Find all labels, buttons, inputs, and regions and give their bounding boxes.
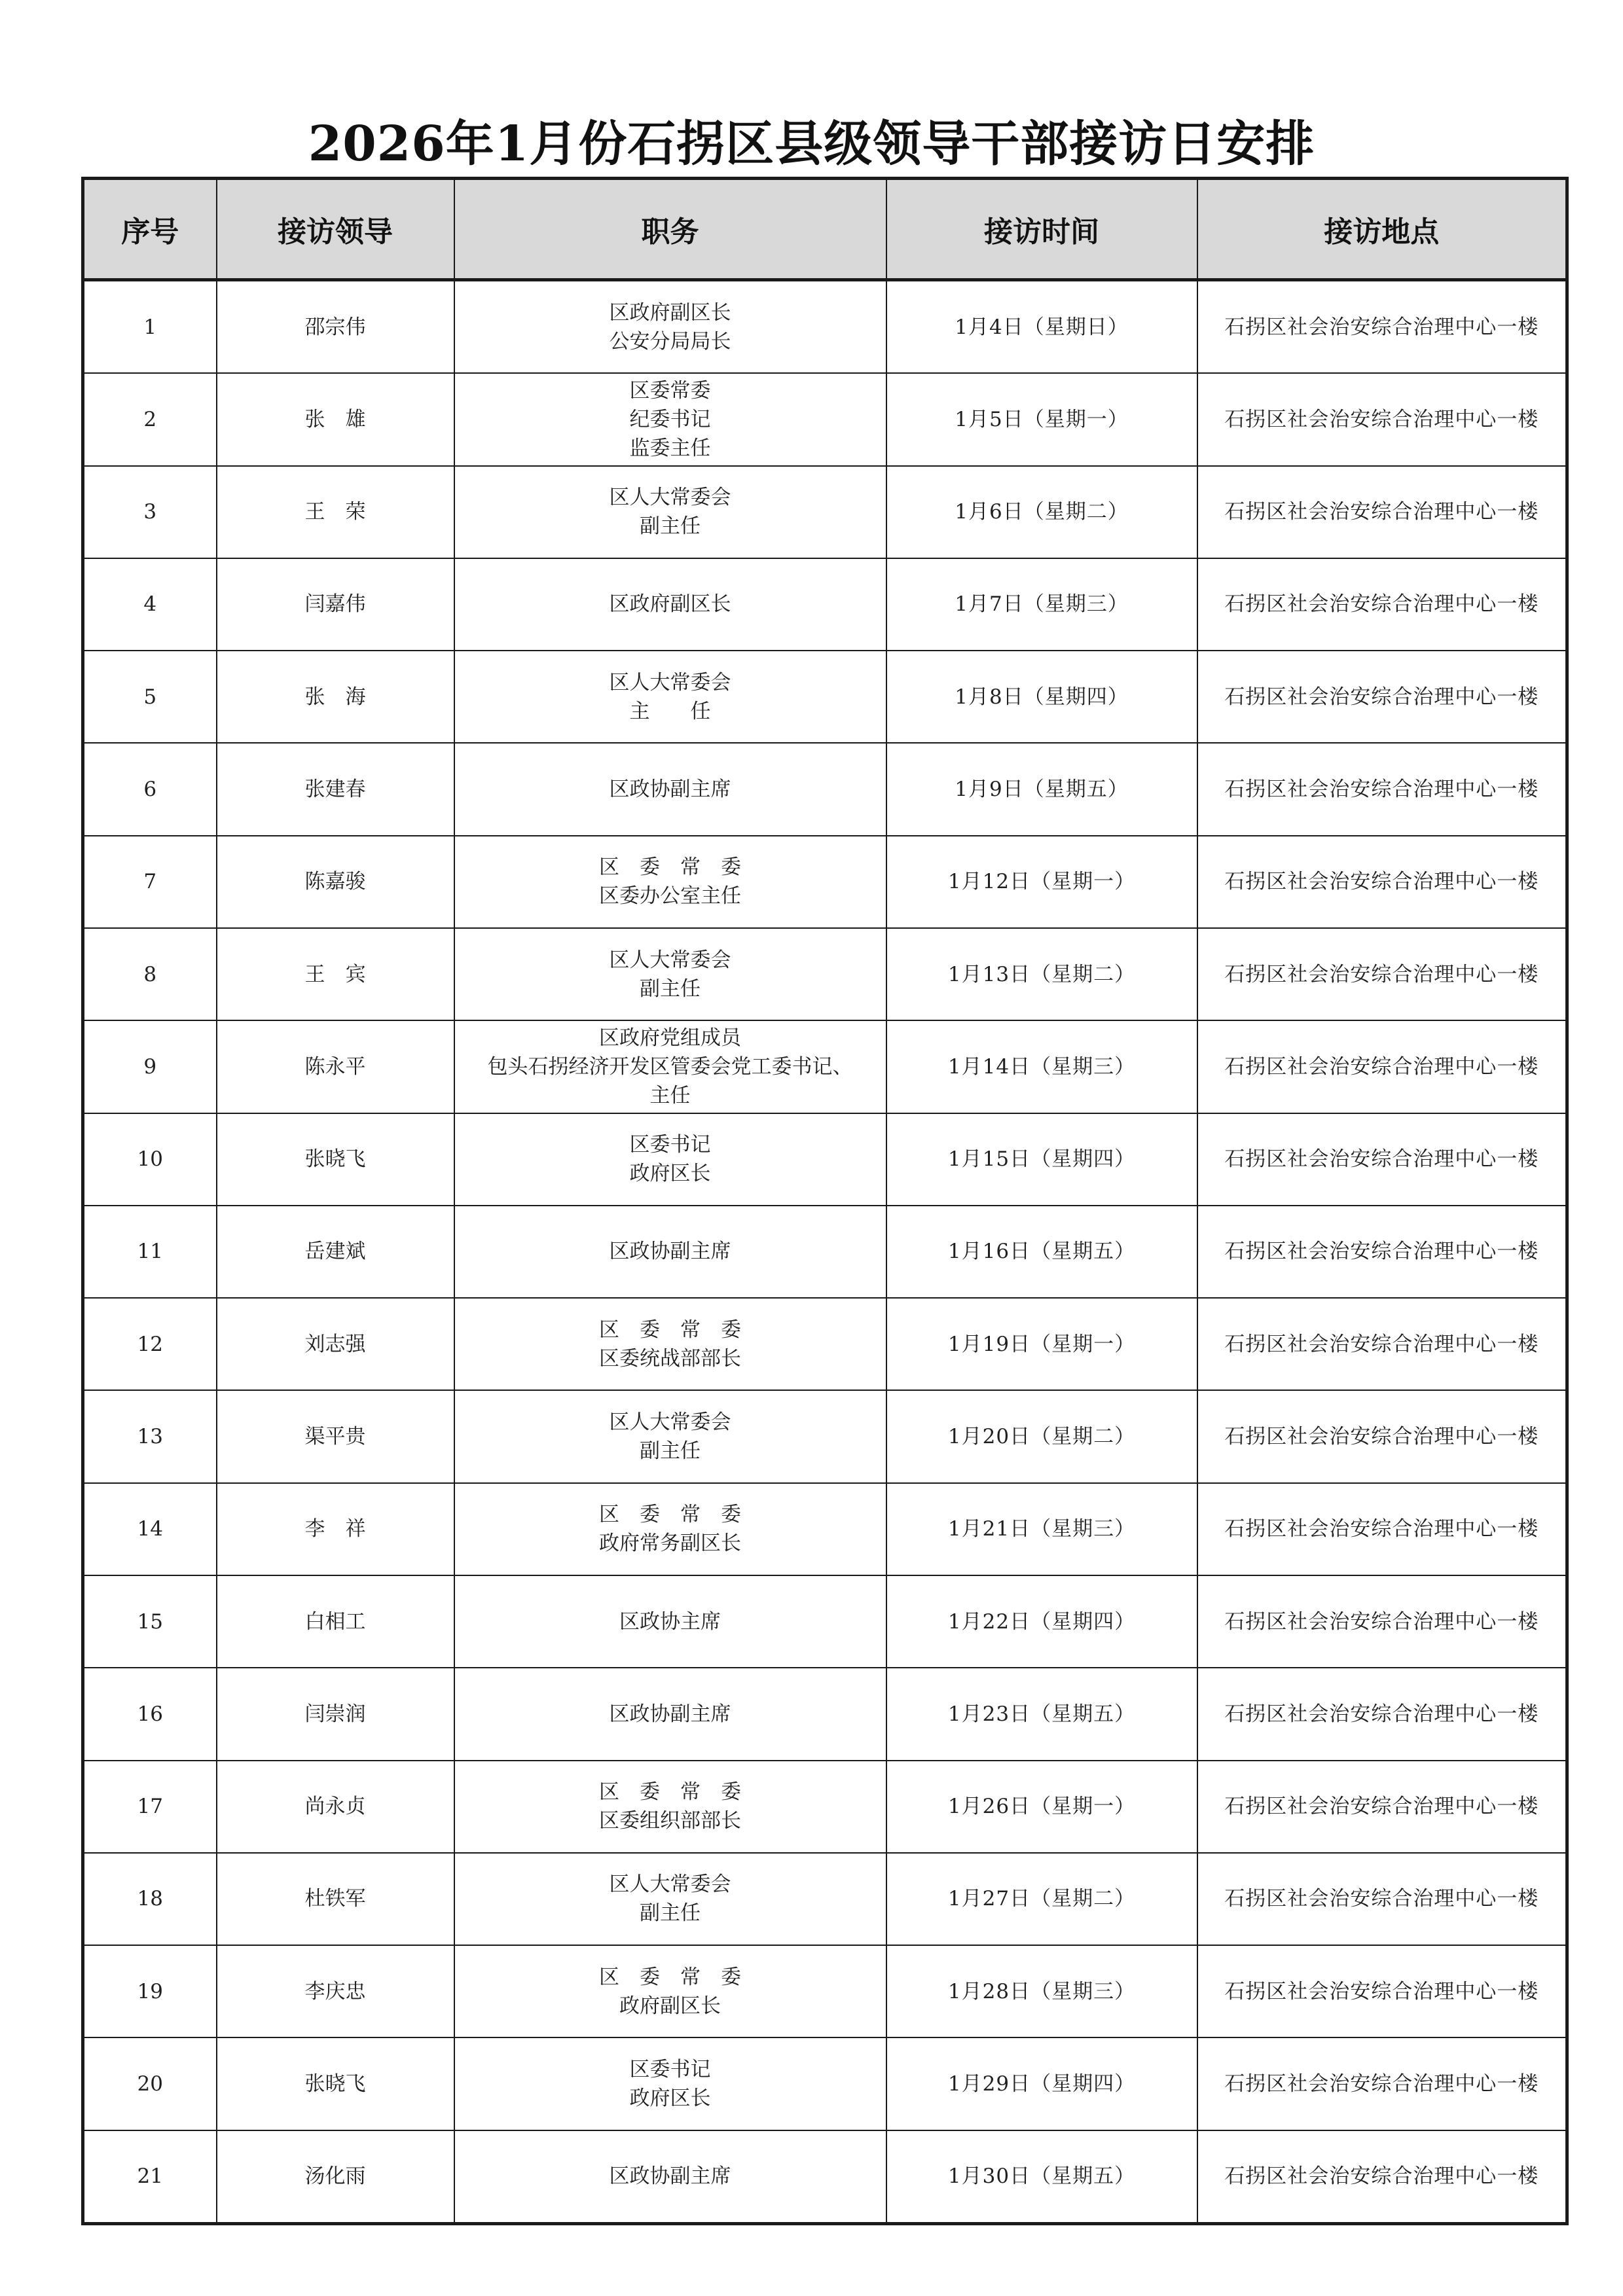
leader-name: 王 宾 <box>217 928 454 1020</box>
position-line: 区委常委 <box>629 378 711 403</box>
table-row <box>83 928 1567 1020</box>
visit-location: 石拐区社会治安综合治理中心一楼 <box>1197 1575 1567 1668</box>
visit-date: 1月22日（星期四） <box>886 1575 1197 1668</box>
table-body <box>83 280 1567 2224</box>
leader-name: 张晓飞 <box>217 2037 454 2130</box>
row-number: 20 <box>83 2037 217 2130</box>
row-number: 4 <box>83 558 217 651</box>
visit-date: 1月16日（星期五） <box>886 1206 1197 1298</box>
position-cell <box>454 1668 886 1760</box>
row-number: 6 <box>83 743 217 835</box>
row-number: 19 <box>83 1945 217 2037</box>
leader-name: 白相工 <box>217 1575 454 1668</box>
table-row <box>83 1298 1567 1390</box>
position-line: 区政协副主席 <box>609 778 731 802</box>
visit-date: 1月7日（星期三） <box>886 558 1197 651</box>
leader-name: 邵宗伟 <box>217 280 454 374</box>
visit-location: 石拐区社会治安综合治理中心一楼 <box>1197 1853 1567 1945</box>
table-row <box>83 2037 1567 2130</box>
position-line: 区 委 常 委 <box>599 1965 741 1989</box>
position-cell <box>454 1113 886 1206</box>
position-line: 主任 <box>649 1083 691 1107</box>
header-position: 职务 <box>454 179 886 280</box>
visit-date: 1月8日（星期四） <box>886 651 1197 743</box>
leader-name: 闫嘉伟 <box>217 558 454 651</box>
position-cell <box>454 466 886 558</box>
visit-location: 石拐区社会治安综合治理中心一楼 <box>1197 743 1567 835</box>
leader-name: 刘志强 <box>217 1298 454 1390</box>
row-number: 7 <box>83 836 217 928</box>
table-row <box>83 1945 1567 2037</box>
position-line: 监委主任 <box>629 436 711 460</box>
leader-name: 陈永平 <box>217 1020 454 1113</box>
table-header-row <box>83 179 1567 280</box>
row-number: 11 <box>83 1206 217 1298</box>
leader-name: 王 荣 <box>217 466 454 558</box>
visit-location: 石拐区社会治安综合治理中心一楼 <box>1197 1945 1567 2037</box>
position-cell <box>454 2130 886 2224</box>
leader-name: 尚永贞 <box>217 1761 454 1853</box>
position-line: 政府区长 <box>629 2086 711 2110</box>
visit-date: 1月19日（星期一） <box>886 1298 1197 1390</box>
leader-name: 张建春 <box>217 743 454 835</box>
leader-name: 张晓飞 <box>217 1113 454 1206</box>
position-line: 区 委 常 委 <box>599 1503 741 1527</box>
visit-date: 1月15日（星期四） <box>886 1113 1197 1206</box>
row-number: 21 <box>83 2130 217 2224</box>
visit-date: 1月9日（星期五） <box>886 743 1197 835</box>
visit-date: 1月6日（星期二） <box>886 466 1197 558</box>
leader-name: 陈嘉骏 <box>217 836 454 928</box>
position-cell <box>454 1761 886 1853</box>
row-number: 15 <box>83 1575 217 1668</box>
position-cell <box>454 1483 886 1575</box>
position-line: 区委书记 <box>629 2057 711 2081</box>
visit-date: 1月5日（星期一） <box>886 373 1197 465</box>
visit-location: 石拐区社会治安综合治理中心一楼 <box>1197 1113 1567 1206</box>
position-line: 区政协副主席 <box>609 2164 731 2189</box>
visit-location: 石拐区社会治安综合治理中心一楼 <box>1197 928 1567 1020</box>
row-number: 17 <box>83 1761 217 1853</box>
position-cell <box>454 373 886 465</box>
visit-date: 1月23日（星期五） <box>886 1668 1197 1760</box>
position-line: 副主任 <box>640 514 701 539</box>
position-line: 副主任 <box>640 977 701 1001</box>
visit-date: 1月26日（星期一） <box>886 1761 1197 1853</box>
position-line: 区人大常委会 <box>609 1410 731 1435</box>
visit-location: 石拐区社会治安综合治理中心一楼 <box>1197 1761 1567 1853</box>
header-location: 接访地点 <box>1197 179 1567 280</box>
position-line: 政府副区长 <box>619 1994 721 2018</box>
leader-name: 张 雄 <box>217 373 454 465</box>
position-line: 公安分局局长 <box>609 329 731 353</box>
position-cell <box>454 558 886 651</box>
leader-name: 杜铁军 <box>217 1853 454 1945</box>
leader-name: 张 海 <box>217 651 454 743</box>
leader-name: 李 祥 <box>217 1483 454 1575</box>
table-row <box>83 558 1567 651</box>
position-cell <box>454 1298 886 1390</box>
position-line: 区人大常委会 <box>609 1873 731 1897</box>
header-number: 序号 <box>83 179 217 280</box>
visit-date: 1月27日（星期二） <box>886 1853 1197 1945</box>
visit-date: 1月20日（星期二） <box>886 1390 1197 1482</box>
position-cell <box>454 1390 886 1482</box>
position-cell <box>454 2037 886 2130</box>
visit-date: 1月12日（星期一） <box>886 836 1197 928</box>
table-row <box>83 1853 1567 1945</box>
position-line: 纪委书记 <box>629 407 711 431</box>
visit-location: 石拐区社会治安综合治理中心一楼 <box>1197 1668 1567 1760</box>
row-number: 2 <box>83 373 217 465</box>
table-row <box>83 373 1567 465</box>
position-line: 区 委 常 委 <box>599 855 741 880</box>
position-line: 区委组织部部长 <box>599 1809 741 1833</box>
table-row <box>83 280 1567 374</box>
visit-location: 石拐区社会治安综合治理中心一楼 <box>1197 280 1567 374</box>
position-line: 政府区长 <box>629 1162 711 1186</box>
position-line: 包头石拐经济开发区管委会党工委书记、 <box>487 1054 853 1079</box>
position-cell <box>454 1945 886 2037</box>
row-number: 18 <box>83 1853 217 1945</box>
visit-location: 石拐区社会治安综合治理中心一楼 <box>1197 2130 1567 2224</box>
table-row <box>83 836 1567 928</box>
schedule-table <box>81 177 1569 2225</box>
position-cell <box>454 1206 886 1298</box>
leader-name: 渠平贵 <box>217 1390 454 1482</box>
position-line: 区政协主席 <box>619 1609 721 1634</box>
position-line: 区人大常委会 <box>609 948 731 972</box>
position-cell <box>454 1575 886 1668</box>
page-title: 2026年1月份石拐区县级领导干部接访日安排 <box>308 116 1315 172</box>
row-number: 1 <box>83 280 217 374</box>
position-cell <box>454 1853 886 1945</box>
position-line: 区委统战部部长 <box>599 1346 741 1371</box>
visit-location: 石拐区社会治安综合治理中心一楼 <box>1197 1483 1567 1575</box>
row-number: 14 <box>83 1483 217 1575</box>
table-row <box>83 1483 1567 1575</box>
row-number: 13 <box>83 1390 217 1482</box>
position-line: 区人大常委会 <box>609 670 731 694</box>
position-line: 区人大常委会 <box>609 486 731 510</box>
position-line: 副主任 <box>640 1901 701 1926</box>
visit-location: 石拐区社会治安综合治理中心一楼 <box>1197 2037 1567 2130</box>
visit-date: 1月4日（星期日） <box>886 280 1197 374</box>
visit-location: 石拐区社会治安综合治理中心一楼 <box>1197 1206 1567 1298</box>
position-line: 区政协副主席 <box>609 1702 731 1726</box>
table-row <box>83 1113 1567 1206</box>
leader-name: 汤化雨 <box>217 2130 454 2224</box>
visit-location: 石拐区社会治安综合治理中心一楼 <box>1197 466 1567 558</box>
position-cell <box>454 836 886 928</box>
position-line: 区委办公室主任 <box>599 884 741 908</box>
table-row <box>83 1575 1567 1668</box>
visit-date: 1月29日（星期四） <box>886 2037 1197 2130</box>
table-row <box>83 1206 1567 1298</box>
visit-location: 石拐区社会治安综合治理中心一楼 <box>1197 1390 1567 1482</box>
position-cell <box>454 280 886 374</box>
position-line: 副主任 <box>640 1439 701 1463</box>
position-line: 政府常务副区长 <box>599 1532 741 1556</box>
header-time: 接访时间 <box>886 179 1197 280</box>
position-cell <box>454 928 886 1020</box>
visit-location: 石拐区社会治安综合治理中心一楼 <box>1197 1020 1567 1113</box>
row-number: 10 <box>83 1113 217 1206</box>
position-line: 区 委 常 委 <box>599 1318 741 1342</box>
table-row <box>83 1020 1567 1113</box>
row-number: 8 <box>83 928 217 1020</box>
visit-date: 1月30日（星期五） <box>886 2130 1197 2224</box>
position-line: 主 任 <box>629 699 711 723</box>
row-number: 3 <box>83 466 217 558</box>
position-cell <box>454 1020 886 1113</box>
row-number: 5 <box>83 651 217 743</box>
position-cell <box>454 651 886 743</box>
row-number: 12 <box>83 1298 217 1390</box>
table-row <box>83 1761 1567 1853</box>
position-line: 区政府副区长 <box>609 300 731 325</box>
table-row <box>83 2130 1567 2224</box>
visit-location: 石拐区社会治安综合治理中心一楼 <box>1197 558 1567 651</box>
table-row <box>83 1668 1567 1760</box>
position-line: 区政府党组成员 <box>599 1026 741 1050</box>
table-row <box>83 1390 1567 1482</box>
position-line: 区 委 常 委 <box>599 1780 741 1804</box>
header-leader: 接访领导 <box>217 179 454 280</box>
visit-date: 1月14日（星期三） <box>886 1020 1197 1113</box>
visit-date: 1月21日（星期三） <box>886 1483 1197 1575</box>
row-number: 16 <box>83 1668 217 1760</box>
row-number: 9 <box>83 1020 217 1113</box>
leader-name: 李庆忠 <box>217 1945 454 2037</box>
position-cell <box>454 743 886 835</box>
visit-date: 1月28日（星期三） <box>886 1945 1197 2037</box>
visit-date: 1月13日（星期二） <box>886 928 1197 1020</box>
leader-name: 闫崇润 <box>217 1668 454 1760</box>
table-row <box>83 466 1567 558</box>
visit-location: 石拐区社会治安综合治理中心一楼 <box>1197 1298 1567 1390</box>
table-row <box>83 651 1567 743</box>
table-row <box>83 743 1567 835</box>
position-line: 区委书记 <box>629 1133 711 1157</box>
leader-name: 岳建斌 <box>217 1206 454 1298</box>
position-line: 区政府副区长 <box>609 592 731 617</box>
visit-location: 石拐区社会治安综合治理中心一楼 <box>1197 836 1567 928</box>
visit-location: 石拐区社会治安综合治理中心一楼 <box>1197 651 1567 743</box>
position-line: 区政协副主席 <box>609 1240 731 1264</box>
visit-location: 石拐区社会治安综合治理中心一楼 <box>1197 373 1567 465</box>
